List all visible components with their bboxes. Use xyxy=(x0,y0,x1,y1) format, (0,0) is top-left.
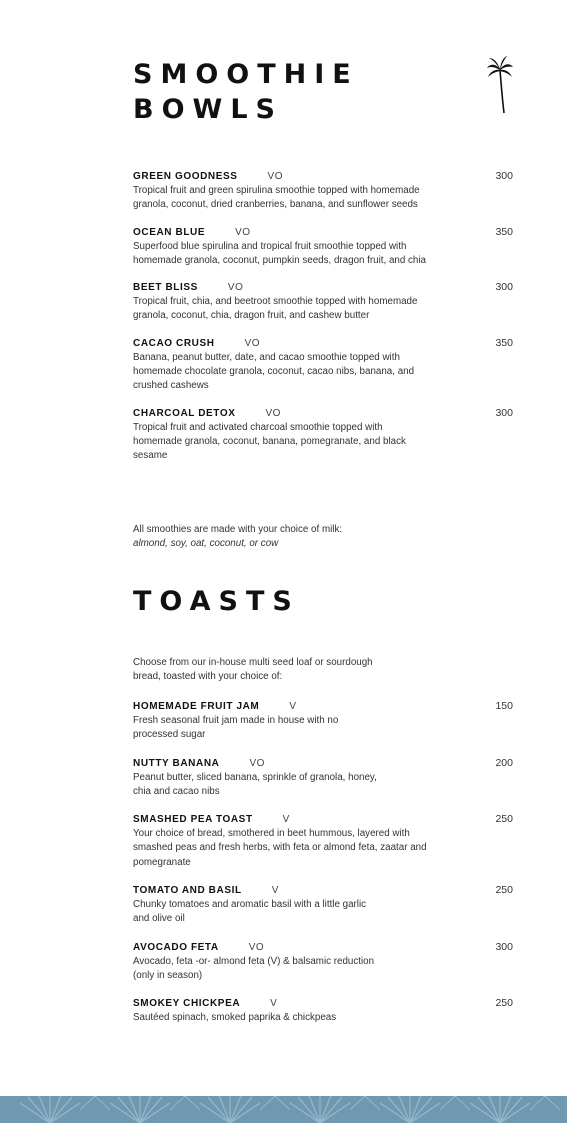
dietary-tag: VO xyxy=(244,337,261,349)
item-name: AVOCADO FETA xyxy=(133,941,219,953)
footer-palm-leaf-band xyxy=(0,1096,567,1123)
menu-item xyxy=(133,997,513,1025)
dietary-tag: VO xyxy=(249,757,265,769)
item-description: Peanut butter, sliced banana, sprinkle of granola, honey, chia and cacao nibs xyxy=(133,771,377,797)
menu-item xyxy=(133,407,513,464)
dietary-tag: VO xyxy=(248,941,265,953)
item-description: Fresh seasonal fruit jam made in house with no processed sugar xyxy=(133,715,339,741)
item-description: Banana, peanut butter, date, and cacao smoothie topped with homemade chocolate granola, coconut, cacao nibs, banana, and crushed cashews xyxy=(133,351,415,392)
menu-item xyxy=(133,170,513,213)
item-description: Tropical fruit and activated charcoal smoothie topped with homemade granola, coconut, banana, pomegranate, and black sesame xyxy=(133,421,406,462)
item-description: Chunky tomatoes and aromatic basil with a little garlic and olive oil xyxy=(133,899,367,925)
menu-item xyxy=(133,281,513,324)
item-price: 300 xyxy=(495,940,513,953)
dietary-tag: V xyxy=(282,814,290,826)
item-price: 250 xyxy=(495,884,513,897)
item-name: TOMATO AND BASIL xyxy=(133,885,242,897)
menu-item xyxy=(133,884,513,927)
item-name: CACAO CRUSH xyxy=(133,337,215,349)
menu-item xyxy=(133,757,513,800)
item-price: 200 xyxy=(495,756,513,769)
note-text: All smoothies are made with your choice of milk: xyxy=(133,524,343,535)
menu-item xyxy=(133,337,513,394)
smoothie-list xyxy=(133,170,513,477)
item-price: 250 xyxy=(495,997,513,1010)
item-price: 300 xyxy=(495,406,513,419)
palm-tree-icon xyxy=(485,56,515,114)
menu-item xyxy=(133,813,513,870)
item-name: HOMEMADE FRUIT JAM xyxy=(133,701,260,712)
smoothie-title-line2: BOWLS xyxy=(133,94,283,125)
item-price: 150 xyxy=(495,700,513,712)
smoothie-title-line1: SMOOTHIE xyxy=(133,59,359,90)
item-description: Superfood blue spirulina and tropical fruit smoothie topped with homemade granola, coconut, pumpkin seeds, dragon fruit, and chia xyxy=(133,240,426,266)
dietary-tag: V xyxy=(289,701,297,712)
toasts-title: TOASTS xyxy=(133,586,300,617)
item-name: SMOKEY CHICKPEA xyxy=(133,998,241,1010)
item-name: NUTTY BANANA xyxy=(133,757,220,769)
item-price: 300 xyxy=(495,170,513,182)
dietary-tag: VO xyxy=(235,226,251,238)
toasts-intro: Choose from our in-house multi seed loaf or sourdough bread, toasted with your choice of: xyxy=(133,657,373,683)
dietary-tag: V xyxy=(271,885,279,897)
item-name: CHARCOAL DETOX xyxy=(133,407,236,419)
milk-options: almond, soy, oat, coconut, or cow xyxy=(133,538,279,550)
item-name: OCEAN BLUE xyxy=(133,226,206,238)
palm-leaf-pattern-icon xyxy=(0,1096,567,1123)
item-description: Tropical fruit, chia, and beetroot smoothie topped with homemade granola, coconut, chia, dragon fruit, and cashew butter xyxy=(133,296,418,322)
dietary-tag: VO xyxy=(267,171,283,182)
item-price: 350 xyxy=(495,336,513,349)
menu-item xyxy=(133,226,513,269)
item-price: 250 xyxy=(495,813,513,826)
item-name: BEET BLISS xyxy=(133,282,198,294)
toast-list xyxy=(133,700,513,1040)
item-description: Sautéed spinach, smoked paprika & chickpeas xyxy=(133,1012,337,1024)
item-price: 300 xyxy=(495,281,513,294)
milk-choice-note xyxy=(133,523,342,552)
menu-item xyxy=(133,700,513,743)
smoothie-bowls-title xyxy=(133,57,359,127)
item-description: Tropical fruit and green spirulina smoothie topped with homemade granola, coconut, dried cranberries, banana, and sunflower seeds xyxy=(133,185,420,211)
item-name: GREEN GOODNESS xyxy=(133,171,238,182)
dietary-tag: VO xyxy=(265,407,281,419)
item-price: 350 xyxy=(495,225,513,238)
item-name: SMASHED PEA TOAST xyxy=(133,814,253,826)
dietary-tag: VO xyxy=(227,282,244,294)
dietary-tag: V xyxy=(270,998,278,1010)
item-description: Your choice of bread, smothered in beet hummous, layered with smashed peas and fresh herbs, with feta or almond feta, zaatar and pomegranate xyxy=(133,828,427,868)
item-description: Avocado, feta -or- almond feta (V) & balsamic reduction (only in season) xyxy=(133,955,375,981)
menu-item xyxy=(133,941,513,984)
